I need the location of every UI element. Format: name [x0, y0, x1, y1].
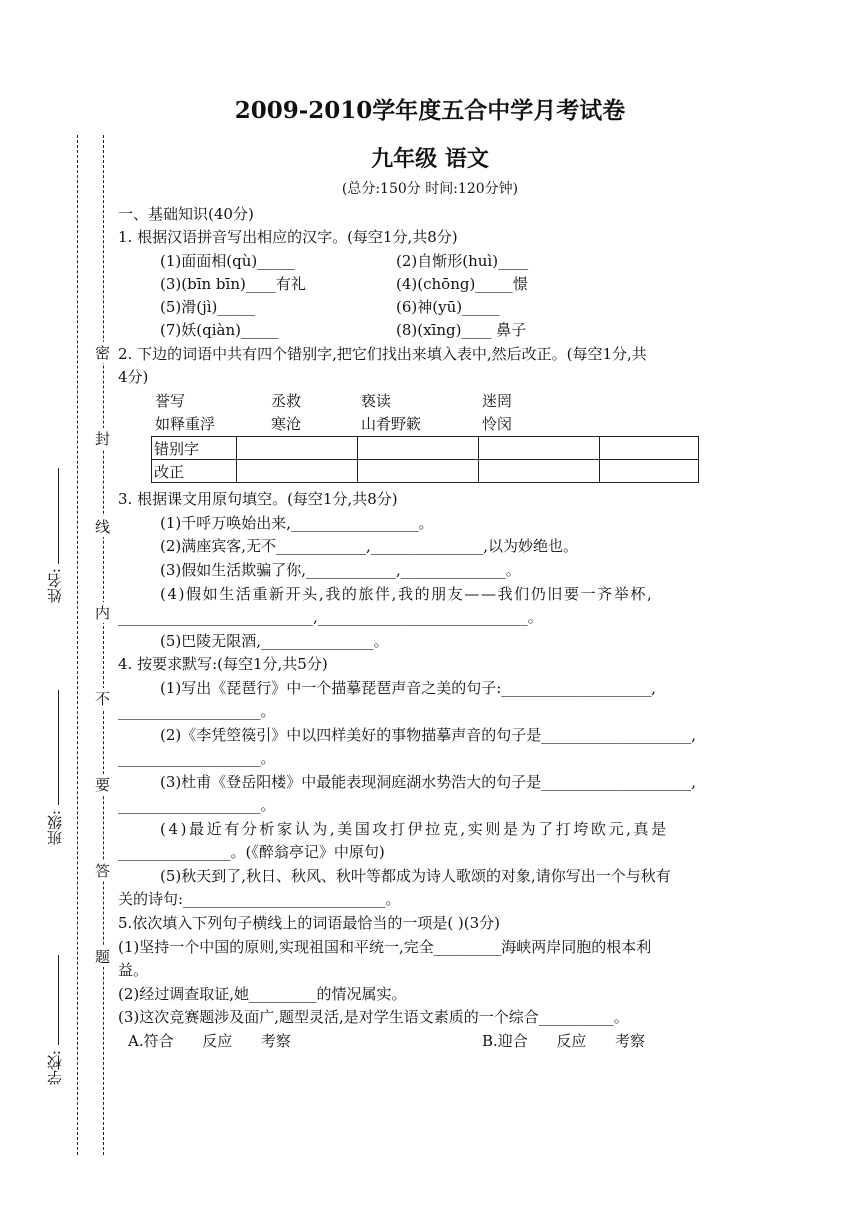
q4-line[interactable]: ___________________。 [118, 749, 276, 767]
binding-line-outer [77, 135, 78, 1155]
q1-item[interactable]: (8)(xīng)____ 鼻子 [396, 321, 527, 339]
answer-cell[interactable] [358, 437, 479, 460]
q5-line[interactable]: (2)经过调查取证,她_________的情况属实。 [118, 985, 407, 1003]
name-field-line[interactable] [58, 468, 59, 564]
answer-cell[interactable] [237, 460, 358, 483]
answer-cell[interactable] [358, 460, 479, 483]
q1-item[interactable]: (2)自惭形(huì)____ [396, 252, 529, 270]
q3-line[interactable]: (2)满座宾客,无不____________,_______________,以为妙绝也。 [160, 537, 579, 555]
seal-char: 密 [95, 344, 111, 362]
q2-word: 怜闵 [482, 415, 513, 433]
page-subtitle: 九年级 语文 [371, 146, 489, 172]
q5-line[interactable]: (1)坚持一个中国的原则,实现祖国和平统一,完全_________海峡两岸同胞的根本利 [118, 938, 652, 956]
seal-char: 要 [95, 776, 111, 794]
q1-item[interactable]: (4)(chōng)_____憬 [396, 275, 528, 293]
q4-line[interactable]: _______________。(《醉翁亭记》中原句) [118, 843, 385, 861]
seal-char: 线 [95, 518, 111, 536]
q2-word: 如释重浮 [155, 415, 216, 433]
q1-item[interactable]: (5)滑(jì)_____ [160, 298, 255, 316]
q4-line[interactable]: (1)写出《琵琶行》中一个描摹琵琶声音之美的句子:____________________, [160, 679, 657, 697]
q2-word: 亵读 [361, 392, 392, 410]
q3-line[interactable]: (3)假如生活欺骗了你,____________,______________。 [160, 561, 521, 579]
q1-item[interactable]: (1)面面相(qù)_____ [160, 252, 295, 270]
school-field-line[interactable] [58, 955, 59, 1045]
class-field-label: 班级: [46, 810, 64, 846]
option-b[interactable]: B.迎合 反应 考察 [482, 1032, 646, 1050]
q2-word: 丞救 [271, 392, 302, 410]
row-label-correct: 改正 [152, 460, 237, 483]
q4-line[interactable]: (3)杜甫《登岳阳楼》中最能表现洞庭湖水势浩大的句子是____________________, [160, 773, 697, 791]
q1-item[interactable]: (7)妖(qiàn)_____ [160, 321, 279, 339]
q4-line: (5)秋天到了,秋日、秋风、秋叶等都成为诗人歌颂的对象,请你写出一个与秋有 [160, 867, 671, 885]
exam-info: (总分:150分 时间:120分钟) [341, 181, 519, 197]
answer-cell[interactable] [479, 437, 600, 460]
class-field-line[interactable] [58, 690, 59, 805]
q4-line[interactable]: ___________________。 [118, 702, 276, 720]
answer-cell[interactable] [600, 460, 699, 483]
q4-line[interactable]: (2)《李凭箜篌引》中以四样美好的事物描摹声音的句子是____________________, [160, 726, 697, 744]
q3-line[interactable]: (5)巴陵无限酒,_______________。 [160, 632, 389, 650]
seal-char: 内 [95, 604, 111, 622]
correction-table [151, 436, 699, 483]
q4-line[interactable]: 关的诗句:___________________________。 [118, 890, 401, 908]
school-field-label: 学校: [46, 1050, 64, 1086]
q1-item[interactable]: (3)(bīn bīn)____有礼 [160, 275, 306, 293]
table-row [152, 460, 699, 483]
answer-cell[interactable] [479, 460, 600, 483]
answer-cell[interactable] [237, 437, 358, 460]
name-field-label: 姓名: [46, 568, 64, 604]
row-label-wrong: 错别字 [152, 437, 237, 460]
section-heading: 一、基础知识(40分) [118, 205, 254, 223]
q5-line: 益。 [118, 961, 149, 979]
seal-char: 封 [95, 430, 111, 448]
q2-word: 寒沧 [271, 415, 302, 433]
table-row [152, 437, 699, 460]
q3-line: (4)假如生活重新开头,我的旅伴,我的朋友——我们仍旧要一齐举杯, [160, 585, 654, 603]
q2-word: 山肴野簌 [361, 415, 422, 433]
q4-line: (4)最近有分析家认为,美国攻打伊拉克,实则是为了打垮欧元,真是 [160, 820, 669, 838]
q3-line[interactable]: (1)千呼万唤始出来,_________________。 [160, 514, 434, 532]
q5-line[interactable]: (3)这次竞赛题涉及面广,题型灵活,是对学生语文素质的一个综合__________。 [118, 1008, 629, 1026]
q4-line[interactable]: ___________________。 [118, 796, 276, 814]
q1-item[interactable]: (6)神(yū)_____ [396, 298, 500, 316]
question-2-prompt-cont: 4分) [118, 368, 149, 386]
q2-word: 迷罔 [482, 392, 513, 410]
seal-char: 不 [95, 690, 111, 708]
q2-word: 誉写 [155, 392, 186, 410]
q3-line[interactable]: __________________________,____________________________。 [118, 608, 543, 626]
question-2-prompt: 2. 下边的词语中共有四个错别字,把它们找出来填入表中,然后改正。(每空1分,共 [118, 345, 647, 363]
answer-cell[interactable] [600, 437, 699, 460]
binding-line-inner [103, 135, 104, 1155]
question-4-prompt: 4. 按要求默写:(每空1分,共5分) [118, 655, 328, 673]
seal-char: 题 [95, 948, 111, 966]
question-1-prompt: 1. 根据汉语拼音写出相应的汉字。(每空1分,共8分) [118, 228, 458, 246]
question-5-prompt: 5.依次填入下列句子横线上的词语最恰当的一项是( )(3分) [118, 914, 501, 932]
page-title: 2009-2010学年度五合中学月考试卷 [234, 97, 626, 124]
seal-char: 答 [95, 862, 111, 880]
option-a[interactable]: A.符合 反应 考察 [128, 1032, 291, 1050]
question-3-prompt: 3. 根据课文用原句填空。(每空1分,共8分) [118, 490, 398, 508]
